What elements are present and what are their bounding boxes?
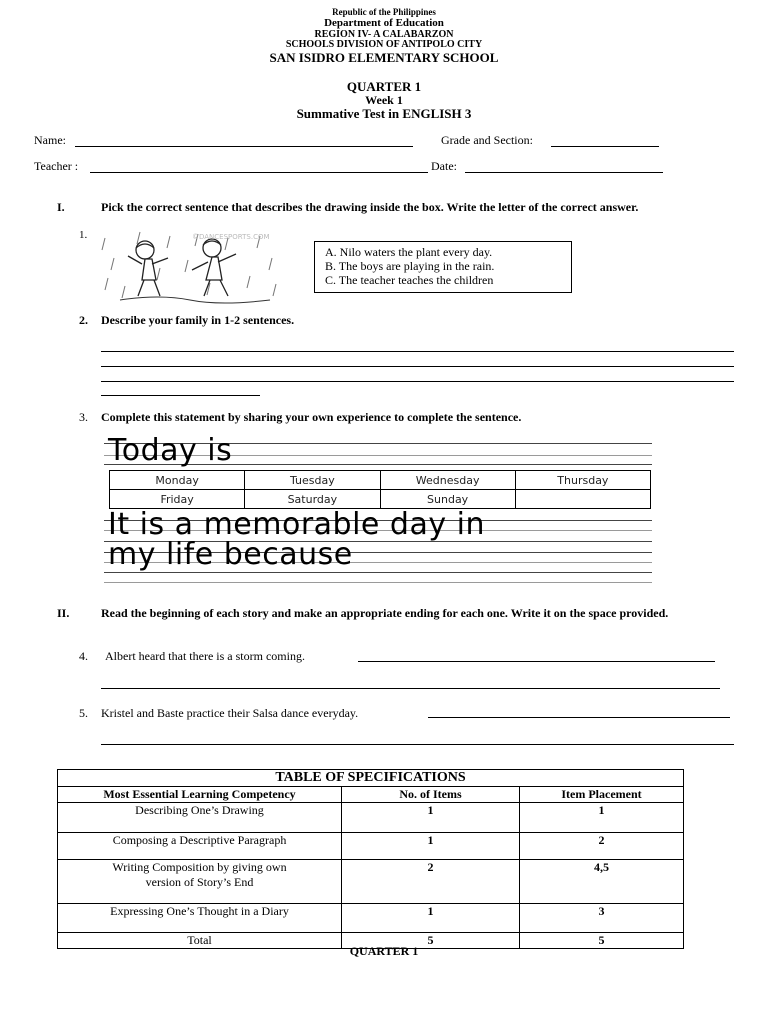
table-row	[58, 904, 684, 933]
competency-cell: Expressing One’s Thought in a Diary	[58, 904, 342, 933]
placement-cell: 2	[520, 833, 684, 860]
days-table	[109, 470, 651, 509]
choice-c: C. The teacher teaches the children	[325, 273, 494, 287]
items-cell: 1	[342, 904, 520, 933]
school-name: SAN ISIDRO ELEMENTARY SCHOOL	[269, 50, 499, 65]
table-of-specifications	[57, 769, 684, 949]
division-label: SCHOOLS DIVISION OF ANTIPOLO CITY	[285, 39, 483, 50]
memorable-text-line-2: my life because	[108, 537, 353, 572]
day-cell[interactable]: Saturday	[245, 490, 380, 509]
day-cell	[515, 490, 650, 509]
placement-cell: 3	[520, 904, 684, 933]
day-cell[interactable]: Thursday	[515, 471, 650, 490]
department-label: Department of Education	[324, 17, 444, 29]
q4-text: Albert heard that there is a storm coming.	[105, 649, 305, 663]
part2-numeral: II.	[57, 606, 70, 620]
grade-section-label: Grade and Section:	[441, 133, 533, 147]
q5-number: 5.	[79, 706, 88, 720]
guide-line	[104, 582, 652, 583]
competency-cell: Composing a Descriptive Paragraph	[58, 833, 342, 860]
date-field[interactable]	[465, 172, 663, 173]
q4-answer-line-1[interactable]	[358, 661, 715, 662]
choice-a: A. Nilo waters the plant every day.	[325, 245, 493, 259]
q2-answer-line-4[interactable]	[101, 395, 260, 396]
region-label: REGION IV- A CALABARZON	[314, 29, 454, 40]
boy-left-icon	[128, 241, 168, 296]
q3-number: 3.	[79, 410, 88, 424]
day-cell[interactable]: Friday	[110, 490, 245, 509]
day-cell[interactable]: Monday	[110, 471, 245, 490]
days-row	[110, 471, 651, 490]
placement-cell: 1	[520, 803, 684, 833]
part2-instruction: Read the beginning of each story and make an appropriate ending for each one. Write it on the space provided.	[101, 606, 669, 620]
teacher-label: Teacher :	[34, 159, 79, 173]
q5-text: Kristel and Baste practice their Salsa dance everyday.	[101, 706, 359, 720]
day-cell[interactable]: Wednesday	[380, 471, 515, 490]
items-cell: 2	[342, 860, 520, 904]
table-row	[58, 860, 684, 904]
total-label-cell: Total	[58, 933, 342, 949]
q2-answer-line-3[interactable]	[101, 381, 734, 382]
q2-answer-line-2[interactable]	[101, 366, 734, 367]
table-row	[58, 833, 684, 860]
week-label: Week 1	[365, 93, 403, 107]
q5-answer-line-2[interactable]	[101, 744, 734, 745]
items-cell: 1	[342, 803, 520, 833]
puddle-icon	[120, 297, 270, 303]
day-cell[interactable]: Tuesday	[245, 471, 380, 490]
test-title: Summative Test in ENGLISH 3	[296, 106, 472, 121]
tos-title: TABLE OF SPECIFICATIONS	[58, 770, 684, 787]
column-header: Most Essential Learning Competency	[58, 787, 342, 803]
drawing-watermark: ©DANCESPORTS.COM	[192, 233, 270, 241]
name-field[interactable]	[75, 146, 413, 147]
competency-cell: Writing Composition by giving own version of Story’s End	[58, 860, 342, 904]
days-row	[110, 490, 651, 509]
grade-section-field[interactable]	[551, 146, 659, 147]
column-header: Item Placement	[520, 787, 684, 803]
boy-right-icon	[192, 239, 236, 296]
q1-number: 1.	[79, 229, 88, 241]
today-is-text: Today is	[108, 433, 233, 468]
q4-answer-line-2[interactable]	[101, 688, 720, 689]
day-cell[interactable]: Sunday	[380, 490, 515, 509]
boys-in-rain-drawing	[100, 228, 282, 304]
quarter-label: QUARTER 1	[346, 79, 422, 94]
teacher-field[interactable]	[90, 172, 428, 173]
memorable-text-line-1: It is a memorable day in	[108, 507, 485, 542]
q2-answer-line-1[interactable]	[101, 351, 734, 352]
competency-cell: Describing One’s Drawing	[58, 803, 342, 833]
part1-instruction: Pick the correct sentence that describes the drawing inside the box. Write the letter of the correct answer.	[101, 200, 639, 214]
total-placement-cell: 5	[520, 933, 684, 949]
placement-cell: 4,5	[520, 860, 684, 904]
q2-number: 2.	[79, 313, 88, 327]
q5-answer-line-1[interactable]	[428, 717, 730, 718]
guide-line	[104, 572, 652, 573]
q2-text: Describe your family in 1-2 sentences.	[101, 313, 295, 327]
total-items-cell: 5	[342, 933, 520, 949]
table-row	[58, 803, 684, 833]
date-label: Date:	[431, 159, 457, 173]
republic-label: Republic of the Philippines	[332, 7, 436, 17]
q3-text: Complete this statement by sharing your own experience to complete the sentence.	[101, 410, 522, 424]
items-cell: 1	[342, 833, 520, 860]
part1-numeral: I.	[57, 200, 65, 214]
table-header-row	[58, 787, 684, 803]
q1-choices-box	[314, 241, 572, 293]
footer-quarter-label: QUARTER 1	[349, 944, 419, 958]
name-label: Name:	[34, 133, 66, 147]
rain-lines-icon	[102, 232, 276, 298]
choice-b: B. The boys are playing in the rain.	[325, 259, 495, 273]
column-header: No. of Items	[342, 787, 520, 803]
q4-number: 4.	[79, 649, 88, 663]
